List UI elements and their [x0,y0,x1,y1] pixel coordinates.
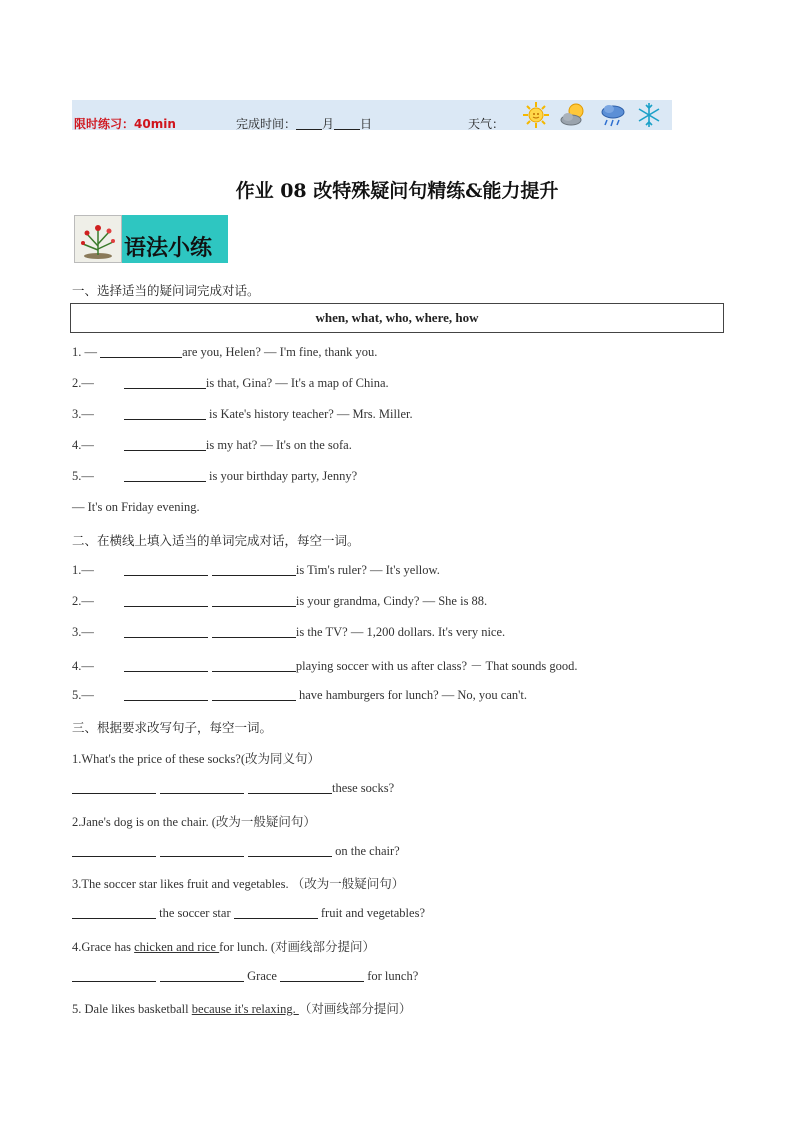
s2-question-2: 2.— is your grandma, Cindy? — She is 88. [72,594,488,608]
s3-question-4: 4.Grace has chicken and rice for lunch. (对画线部分提问） [72,940,376,954]
s3-answer-3: the soccer star fruit and vegetables? [72,905,425,921]
banner-label: 语法小练 [122,215,228,263]
answer-blank[interactable] [160,780,244,794]
s3-answer-2: on the chair? [72,843,400,859]
answer-blank[interactable] [124,562,208,576]
underlined-phrase: chicken and rice [134,940,220,954]
s2-question-1: 1.— is Tim's ruler? — It's yellow. [72,563,440,577]
s1-question-2: 2.— is that, Gina? — It's a map of China. [72,376,389,390]
answer-blank[interactable] [212,687,296,701]
s1-question-1: 1. — are you, Helen? — I'm fine, thank you. [72,345,378,359]
answer-blank[interactable] [124,593,208,607]
answer-blank[interactable] [72,968,156,982]
snowflake-icon [636,101,662,129]
section2-heading: 二、在横线上填入适当的单词完成对话，每空一词。 [72,533,360,548]
section-banner [74,215,228,263]
rain-cloud-icon [598,101,628,129]
s2-question-5: 5.— have hamburgers for lunch? — No, you can't. [72,688,527,702]
answer-blank[interactable] [160,843,244,857]
s3-question-5: 5. Dale likes basketball because it's relaxing. （对画线部分提问） [72,1002,412,1016]
day-label: 日 [360,117,373,131]
s3-question-3: 3.The soccer star likes fruit and vegetables. （改为一般疑问句） [72,877,405,891]
plant-icon [74,215,122,263]
answer-blank[interactable] [212,624,296,638]
answer-blank[interactable] [212,593,296,607]
answer-blank[interactable] [124,468,206,482]
answer-blank[interactable] [160,968,244,982]
partly-cloudy-icon [558,101,590,129]
complete-label: 完成时间： [236,117,297,131]
answer-blank[interactable] [248,780,332,794]
word-bank: when, what, who, where, how [70,303,724,333]
s2-question-3: 3.— is the TV? — 1,200 dollars. It's very nice. [72,625,506,639]
complete-time [236,115,372,132]
answer-blank[interactable] [124,437,206,451]
s3-answer-4: Grace for lunch? [72,968,418,984]
answer-blank[interactable] [124,658,208,672]
answer-blank[interactable] [212,658,296,672]
underlined-phrase: because it's relaxing. [191,1002,299,1016]
answer-blank[interactable] [124,624,208,638]
answer-blank[interactable] [72,780,156,794]
weather-icons [522,100,662,130]
page-title: 作业 08 改特殊疑问句精练&能力提升 [235,180,559,202]
answer-blank[interactable] [280,968,364,982]
answer-blank[interactable] [124,406,206,420]
answer-blank[interactable] [212,562,296,576]
month-blank[interactable] [296,117,322,130]
s3-question-1: 1.What's the price of these socks?(改为同义句） [72,752,321,766]
s2-question-4: 4.— playing soccer with us after class? － That sounds good. [72,659,578,673]
answer-blank[interactable] [124,687,208,701]
weather-label: 天气： [468,117,505,131]
s1-question-5-answer: — It's on Friday evening. [72,500,200,514]
time-limit: 限时练习：40min [74,117,176,131]
header-bar [72,100,672,130]
sun-icon [522,101,550,129]
answer-blank[interactable] [248,843,332,857]
s1-question-5: 5.— is your birthday party, Jenny? [72,469,358,483]
s3-answer-1: these socks? [72,780,394,796]
answer-blank[interactable] [234,905,318,919]
s1-question-4: 4.— is my hat? — It's on the sofa. [72,438,352,452]
answer-blank[interactable] [72,843,156,857]
answer-blank[interactable] [100,344,182,358]
s1-question-3: 3.— is Kate's history teacher? — Mrs. Miller. [72,407,413,421]
section1-heading: 一、选择适当的疑问词完成对话。 [72,283,260,298]
s3-question-2: 2.Jane's dog is on the chair. (改为一般疑问句） [72,815,316,829]
answer-blank[interactable] [72,905,156,919]
section3-heading: 三、根据要求改写句子，每空一词。 [72,720,273,735]
month-label: 月 [322,117,335,131]
day-blank[interactable] [334,117,360,130]
answer-blank[interactable] [124,375,206,389]
